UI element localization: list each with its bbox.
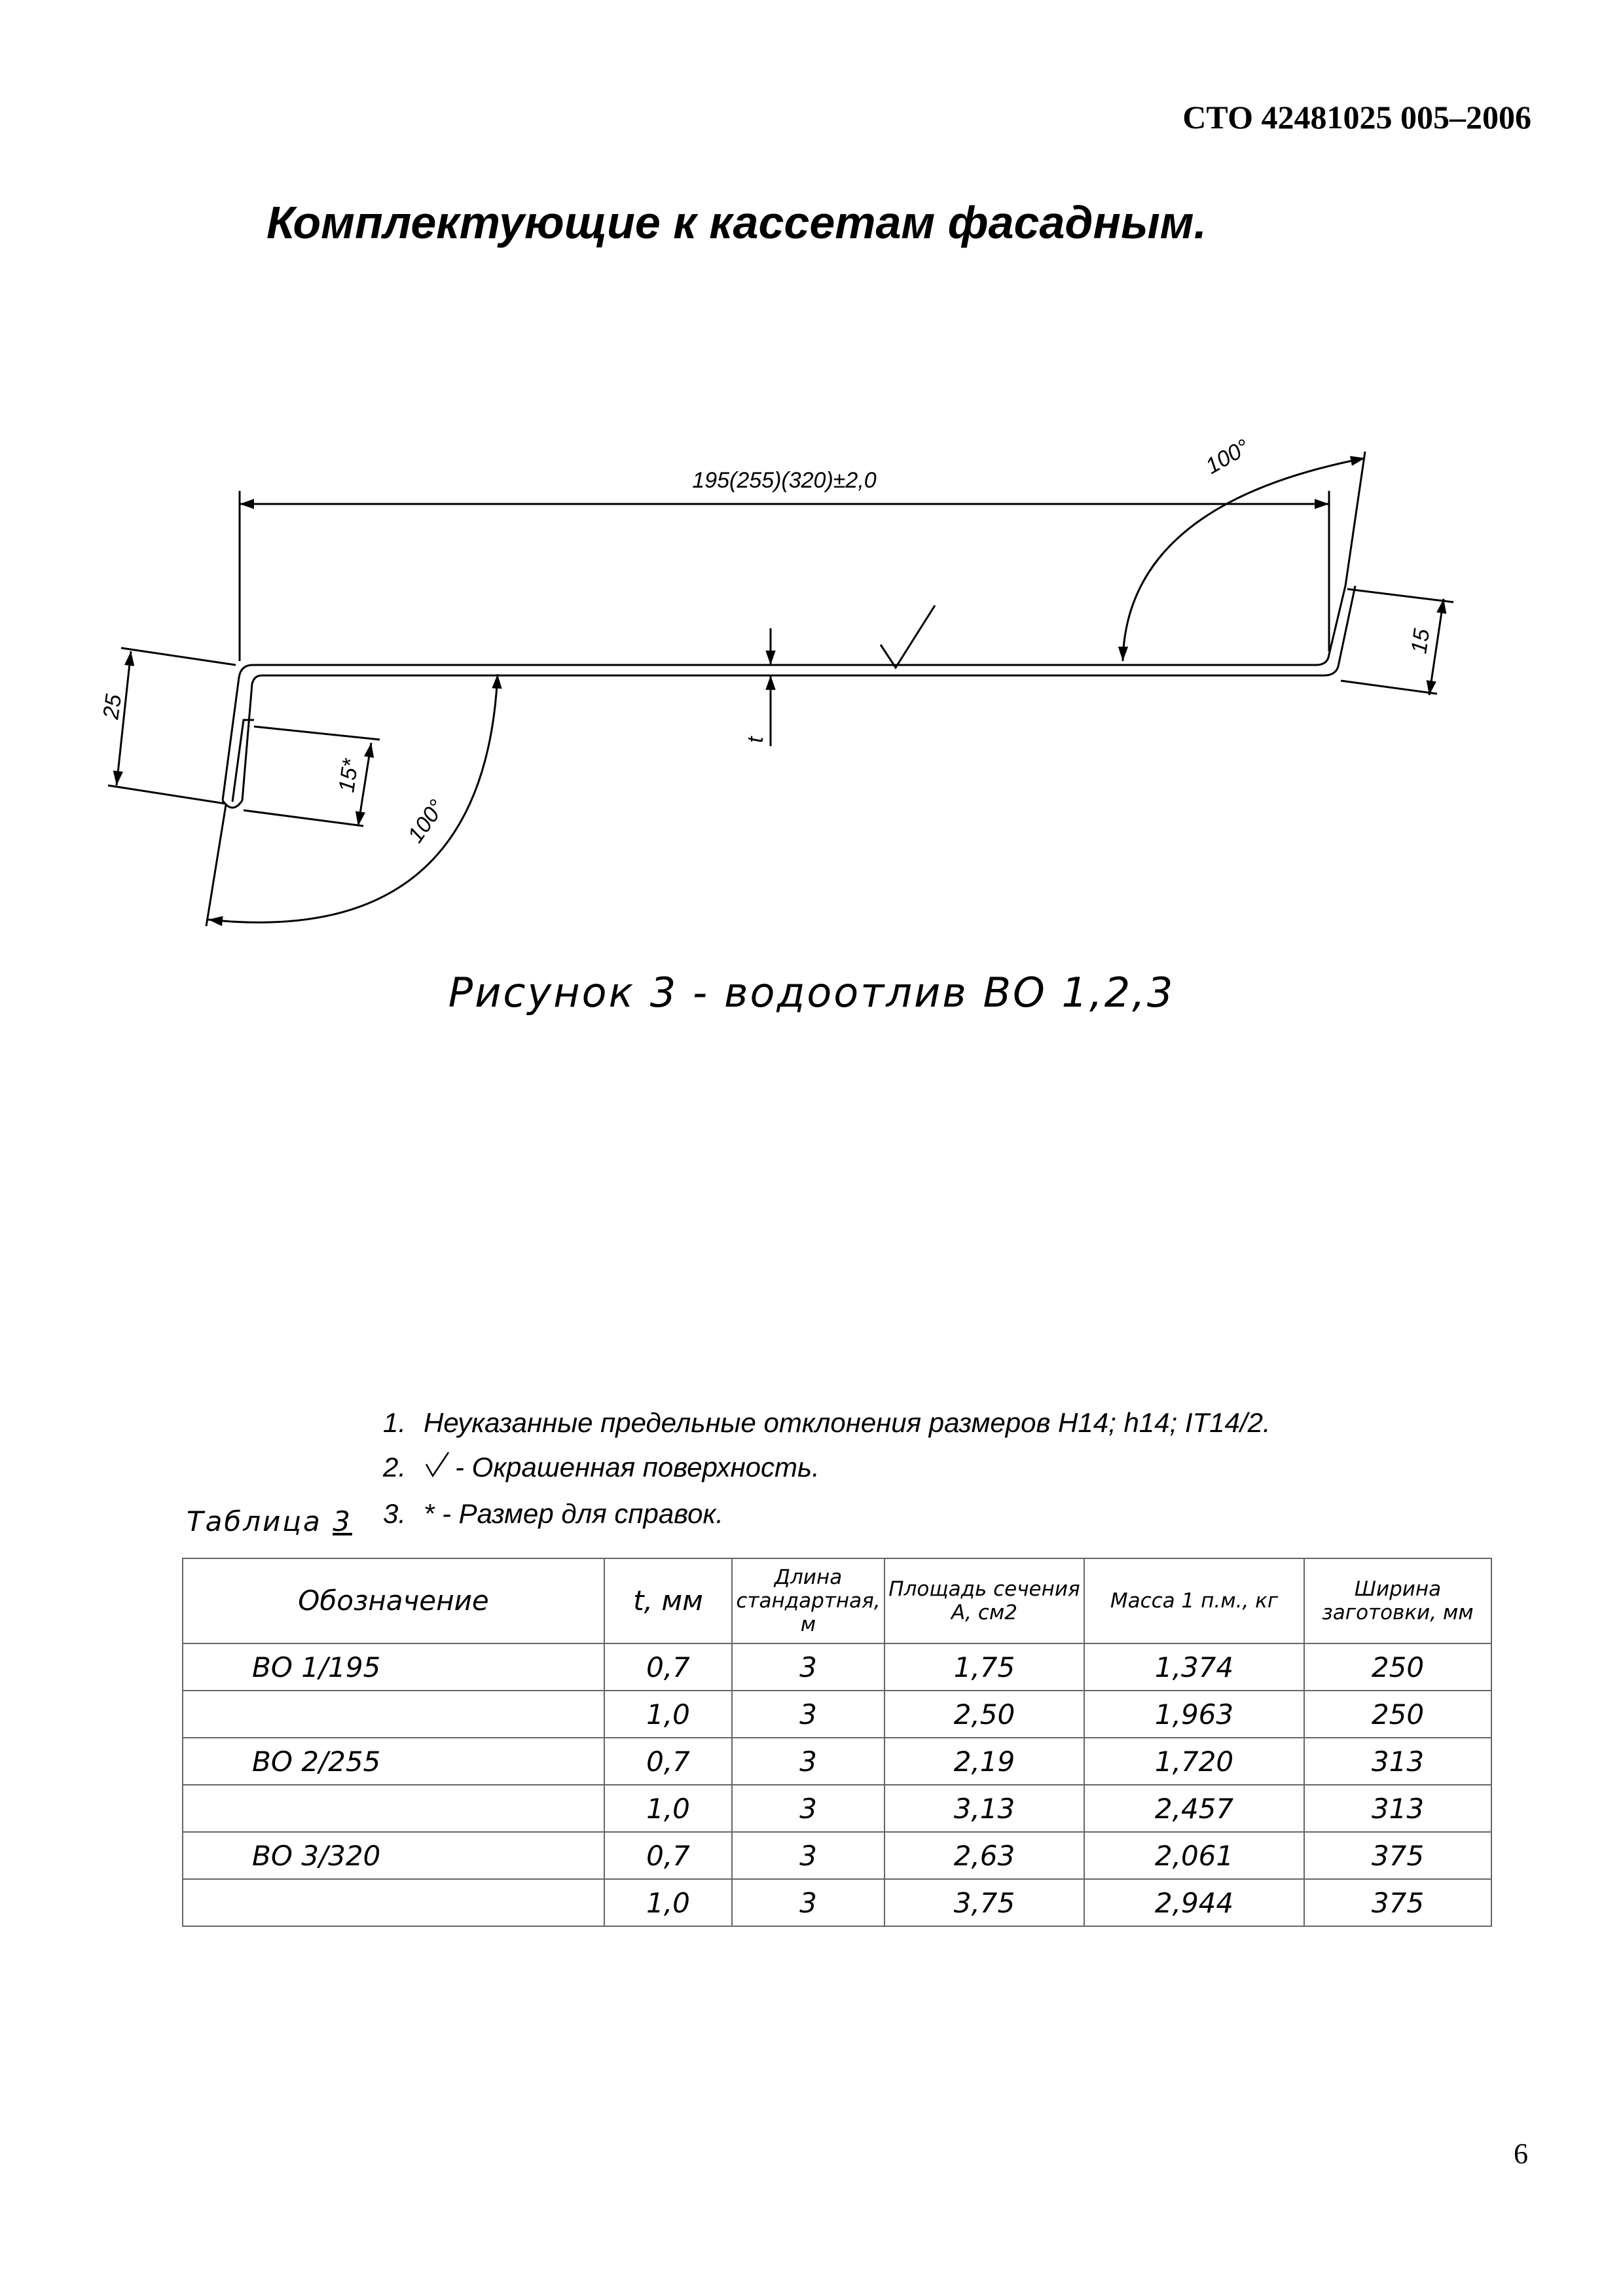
- table-header-row: [183, 1558, 1491, 1643]
- angle-top-label: 100°: [1201, 434, 1254, 479]
- table-row: ВО 1/195 0,7 3 1,75 1,374 250: [183, 1643, 1491, 1691]
- profile-inner-line: [242, 586, 1355, 800]
- dim-right-label: 15: [1406, 627, 1435, 656]
- page-number: 6: [1514, 2138, 1528, 2170]
- surface-check-mark: [881, 605, 935, 668]
- notes-list: [383, 1401, 1271, 1536]
- table-row: 1,0 3 3,13 2,457 313: [183, 1785, 1491, 1832]
- document-code: СТО 42481025 005–2006: [1182, 99, 1531, 135]
- drip-profile-drawing: [0, 0, 1623, 969]
- col-header: Площадь сечения А, см2: [884, 1558, 1084, 1643]
- check-mark-icon: [424, 1447, 451, 1492]
- dim-line-left-15: [358, 743, 371, 826]
- page-title: Комплектующие к кассетам фасадным.: [266, 197, 1207, 248]
- angle-bottom-label: 100°: [403, 795, 450, 848]
- angle-arc-bottom: [208, 674, 498, 922]
- dim-left-height-label: 25: [98, 692, 127, 721]
- dim-length-label: 195(255)(320)±2,0: [692, 468, 877, 493]
- col-header: t, мм: [604, 1558, 732, 1643]
- table-row: ВО 2/255 0,7 3 2,19 1,720 313: [183, 1738, 1491, 1785]
- note-item: 1. Неуказанные предельные отклонения размеров H14; h14; IT14/2.: [383, 1407, 1271, 1438]
- col-header: Обозначение: [183, 1558, 604, 1643]
- table-label: Таблица 3: [187, 1505, 352, 1537]
- data-table: [182, 1558, 1492, 1927]
- dim-left-inner-label: 15*: [334, 757, 364, 795]
- col-header: Длина стандартная, м: [732, 1558, 884, 1643]
- col-header: Масса 1 п.м., кг: [1084, 1558, 1304, 1643]
- table-row: 1,0 3 3,75 2,944 375: [183, 1879, 1491, 1926]
- note-item: 2. - Окрашенная поверхность.: [383, 1445, 1271, 1492]
- note-item: 3. * - Размер для справок.: [383, 1498, 724, 1529]
- col-header: Ширина заготовки, мм: [1304, 1558, 1491, 1643]
- thickness-label: t: [743, 736, 768, 743]
- profile-outline: [223, 586, 1345, 800]
- figure-caption: Рисунок 3 - водоотлив ВО 1,2,3: [448, 969, 1175, 1016]
- table-row: 1,0 3 2,50 1,963 250: [183, 1691, 1491, 1738]
- table-row: ВО 3/320 0,7 3 2,63 2,061 375: [183, 1832, 1491, 1879]
